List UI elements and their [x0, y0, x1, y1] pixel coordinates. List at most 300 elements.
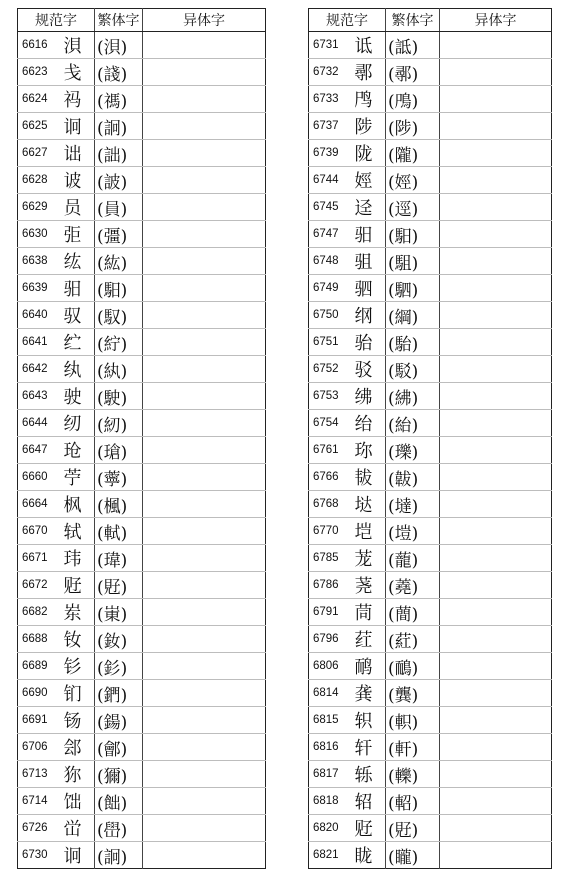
variant-char [440, 734, 552, 761]
table-row [309, 464, 552, 491]
standard-char: 玱 [62, 437, 95, 464]
char-code: 6732 [309, 59, 353, 86]
table-row [18, 464, 266, 491]
variant-char [143, 518, 266, 545]
char-code: 6791 [309, 599, 353, 626]
table-row [309, 491, 552, 518]
table-row [18, 707, 266, 734]
variant-char [440, 545, 552, 572]
standard-char: 峃 [62, 815, 95, 842]
traditional-char: (紵) [95, 329, 143, 356]
traditional-char: (禡) [95, 86, 143, 113]
variant-char [143, 761, 266, 788]
char-code: 6730 [22, 849, 48, 861]
char-code: 6817 [309, 761, 353, 788]
variant-char [440, 572, 552, 599]
standard-char: 骀 [353, 329, 386, 356]
traditional-char: (馹) [386, 221, 440, 248]
table-row [18, 491, 266, 518]
standard-char: 诇 [62, 842, 95, 869]
standard-char: 驵 [353, 248, 386, 275]
variant-char [440, 788, 552, 815]
standard-char: 纮 [62, 248, 95, 275]
traditional-char: (詘) [95, 140, 143, 167]
char-code: 6690 [18, 680, 62, 707]
char-code: 6647 [18, 437, 62, 464]
variant-char [440, 491, 552, 518]
header-standard: 规范字 [18, 9, 95, 32]
variant-char [440, 329, 552, 356]
traditional-char: (蘢) [386, 545, 440, 572]
traditional-char: (軺) [386, 788, 440, 815]
standard-char: 玮 [62, 545, 95, 572]
standard-char: 垯 [353, 491, 386, 518]
table-row [18, 302, 266, 329]
standard-char: 戋 [62, 59, 95, 86]
traditional-char: (楓) [95, 491, 143, 518]
table-row [309, 680, 552, 707]
table-row [309, 140, 552, 167]
variant-char [143, 248, 266, 275]
standard-char: 轼 [62, 518, 95, 545]
table-row [309, 761, 552, 788]
variant-char [143, 302, 266, 329]
traditional-char: (釹) [95, 626, 143, 653]
char-code: 6640 [18, 302, 62, 329]
standard-char: 迳 [353, 194, 386, 221]
char-code: 6671 [18, 545, 62, 572]
variant-char [143, 383, 266, 410]
standard-char: 轹 [353, 761, 386, 788]
char-code: 6731 [309, 32, 353, 59]
table-row [309, 788, 552, 815]
header-standard: 规范字 [309, 9, 386, 32]
table-row [18, 815, 266, 842]
char-code: 6639 [18, 275, 62, 302]
traditional-char: (紉) [95, 410, 143, 437]
standard-char: 绋 [353, 383, 386, 410]
char-code: 6816 [309, 734, 353, 761]
char-code: 6786 [309, 572, 353, 599]
variant-char [440, 248, 552, 275]
table-row [309, 275, 552, 302]
standard-char: 苧 [62, 464, 95, 491]
standard-char: 诐 [62, 167, 95, 194]
standard-char: 郐 [62, 734, 95, 761]
char-code: 6753 [309, 383, 353, 410]
table-row [309, 32, 552, 59]
traditional-char: (駔) [386, 248, 440, 275]
char-code: 6643 [18, 383, 62, 410]
traditional-char: (龔) [386, 680, 440, 707]
variant-char [440, 815, 552, 842]
standard-char: 驭 [62, 302, 95, 329]
char-code: 6821 [313, 849, 339, 861]
variant-char [143, 86, 266, 113]
traditional-char: (詖) [95, 167, 143, 194]
traditional-char: (馭) [95, 302, 143, 329]
char-code: 6815 [309, 707, 353, 734]
variant-char [143, 275, 266, 302]
standard-char: 眬 [353, 842, 386, 869]
standard-char: 驲 [62, 275, 95, 302]
traditional-char: (鄶) [95, 734, 143, 761]
traditional-char: (逕) [386, 194, 440, 221]
standard-char: 龚 [353, 680, 386, 707]
char-code: 6733 [309, 86, 353, 113]
variant-char [143, 329, 266, 356]
variant-char [143, 491, 266, 518]
traditional-char: (駁) [386, 356, 440, 383]
char-code: 6745 [309, 194, 353, 221]
table-row [309, 329, 552, 356]
variant-char [440, 437, 552, 464]
traditional-char: (瓅) [386, 437, 440, 464]
traditional-char: (蕳) [386, 599, 440, 626]
standard-char: 钖 [62, 707, 95, 734]
standard-char: 驷 [353, 275, 386, 302]
table-row [18, 599, 266, 626]
traditional-char: (軒) [386, 734, 440, 761]
variant-char [143, 680, 266, 707]
character-table-left [17, 8, 266, 869]
char-code: 6766 [309, 464, 353, 491]
table-row [18, 248, 266, 275]
variant-char [143, 464, 266, 491]
traditional-char: (轢) [386, 761, 440, 788]
traditional-char: (詗) [95, 113, 143, 140]
header-traditional: 繁体字 [95, 9, 143, 32]
standard-char: 诋 [353, 32, 386, 59]
variant-char [440, 626, 552, 653]
standard-char: 枫 [62, 491, 95, 518]
table-row [18, 140, 266, 167]
standard-char: 娙 [353, 167, 386, 194]
traditional-char: (鳲) [386, 86, 440, 113]
standard-char: 珎 [353, 437, 386, 464]
traditional-char: (隴) [386, 140, 440, 167]
traditional-char: (紿) [386, 410, 440, 437]
traditional-char: (墶) [386, 491, 440, 518]
variant-char [143, 734, 266, 761]
variant-char [440, 653, 552, 680]
table-row [309, 626, 552, 653]
variant-char [440, 167, 552, 194]
variant-char [143, 32, 266, 59]
standard-char: 岽 [62, 599, 95, 626]
variant-char [440, 761, 552, 788]
standard-char: 鄩 [353, 59, 386, 86]
table-row [309, 356, 552, 383]
char-code: 6749 [309, 275, 353, 302]
variant-char [440, 32, 552, 59]
char-code: 6814 [309, 680, 353, 707]
standard-char: 茼 [353, 599, 386, 626]
variant-char [440, 518, 552, 545]
table-row [18, 626, 266, 653]
traditional-char: (鍚) [95, 707, 143, 734]
char-code: 6785 [309, 545, 353, 572]
char-code: 6714 [18, 788, 62, 815]
table-row [18, 761, 266, 788]
traditional-char: (軹) [386, 707, 440, 734]
standard-char: 鸸 [353, 653, 386, 680]
char-code: 6752 [309, 356, 353, 383]
table-row [309, 518, 552, 545]
traditional-char: (詆) [386, 32, 440, 59]
char-code: 6630 [18, 221, 62, 248]
char-code: 6616 [18, 32, 62, 59]
char-code: 6691 [18, 707, 62, 734]
traditional-char: (飿) [95, 788, 143, 815]
table-row [18, 734, 266, 761]
traditional-char: (紈) [95, 356, 143, 383]
char-code: 6688 [18, 626, 62, 653]
standard-char: 纲 [353, 302, 386, 329]
char-code: 6641 [18, 329, 62, 356]
char-code: 6629 [18, 194, 62, 221]
char-code: 6628 [18, 167, 62, 194]
table-row [309, 383, 552, 410]
traditional-char: (葒) [386, 626, 440, 653]
table-row [309, 545, 552, 572]
standard-char: 驲 [353, 221, 386, 248]
table-row [309, 59, 552, 86]
traditional-char: (鄩) [386, 59, 440, 86]
char-code: 6644 [18, 410, 62, 437]
character-table-right [308, 8, 552, 869]
table-row [309, 653, 552, 680]
traditional-char: (浿) [95, 32, 143, 59]
char-code: 6642 [18, 356, 62, 383]
table-row [309, 599, 552, 626]
variant-char [440, 842, 552, 869]
standard-char: 韨 [353, 464, 386, 491]
traditional-char: (蕘) [386, 572, 440, 599]
char-code: 6670 [18, 518, 62, 545]
char-code: 6638 [18, 248, 62, 275]
variant-char [440, 680, 552, 707]
table-row [18, 653, 266, 680]
table-row [18, 32, 266, 59]
table-row [18, 842, 266, 869]
table-body-right [309, 32, 552, 869]
standard-char: 鸤 [353, 86, 386, 113]
traditional-char: (覎) [95, 572, 143, 599]
char-code: 6706 [18, 734, 62, 761]
table-row [18, 59, 266, 86]
standard-char: 荛 [353, 572, 386, 599]
header-traditional: 繁体字 [386, 9, 440, 32]
table-row [309, 194, 552, 221]
traditional-char: (獮) [95, 761, 143, 788]
traditional-char: (娙) [386, 167, 440, 194]
traditional-char: (瑋) [95, 545, 143, 572]
standard-char: 钕 [62, 626, 95, 653]
header-variant: 异体字 [440, 9, 552, 32]
header-variant: 异体字 [143, 9, 266, 32]
traditional-char: (陟) [386, 113, 440, 140]
table-row [309, 167, 552, 194]
char-code: 6747 [309, 221, 353, 248]
variant-char [143, 410, 266, 437]
variant-char [143, 221, 266, 248]
standard-char: 茏 [353, 545, 386, 572]
table-row [309, 248, 552, 275]
char-code: 6682 [18, 599, 62, 626]
traditional-char: (諓) [95, 59, 143, 86]
char-code: 6796 [309, 626, 353, 653]
table-row [18, 437, 266, 464]
standard-char: 弡 [62, 221, 95, 248]
char-code: 6761 [309, 437, 353, 464]
table-row [18, 194, 266, 221]
traditional-char: (軾) [95, 518, 143, 545]
variant-char [143, 653, 266, 680]
table-row [309, 842, 552, 869]
variant-char [143, 113, 266, 140]
table-row [18, 680, 266, 707]
variant-char [440, 356, 552, 383]
variant-char [440, 599, 552, 626]
char-code: 6713 [18, 761, 62, 788]
traditional-char: (嶨) [95, 815, 143, 842]
traditional-char: (釤) [95, 653, 143, 680]
char-code: 6744 [309, 167, 353, 194]
variant-char [143, 140, 266, 167]
table-row [309, 302, 552, 329]
char-code: 6623 [18, 59, 62, 86]
table-row [309, 734, 552, 761]
standard-char: 饳 [62, 788, 95, 815]
traditional-char: (韍) [386, 464, 440, 491]
standard-char: 陟 [353, 113, 386, 140]
variant-char [440, 59, 552, 86]
traditional-char: (鍆) [95, 680, 143, 707]
table-row [309, 572, 552, 599]
variant-char [440, 221, 552, 248]
standard-char: 陇 [353, 140, 386, 167]
standard-char: 员 [62, 194, 95, 221]
char-code: 6748 [309, 248, 353, 275]
variant-char [143, 842, 266, 869]
table-body-left [18, 32, 266, 869]
variant-char [440, 194, 552, 221]
char-code: 6750 [309, 302, 353, 329]
variant-char [143, 545, 266, 572]
char-code: 6754 [309, 410, 353, 437]
char-code: 6806 [309, 653, 353, 680]
table-header-row [309, 9, 552, 32]
table-row [18, 275, 266, 302]
variant-char [143, 356, 266, 383]
table-row [18, 113, 266, 140]
variant-char [143, 194, 266, 221]
table-row [18, 788, 266, 815]
traditional-char: (駟) [386, 275, 440, 302]
standard-char: 驳 [353, 356, 386, 383]
table-row [309, 113, 552, 140]
char-code: 6689 [18, 653, 62, 680]
standard-char: 浿 [62, 32, 95, 59]
variant-char [440, 140, 552, 167]
char-code: 6627 [18, 140, 62, 167]
char-code: 6751 [309, 329, 353, 356]
char-code: 6820 [309, 815, 353, 842]
char-code: 6770 [309, 518, 353, 545]
traditional-char: (紼) [386, 383, 440, 410]
table-row [309, 86, 552, 113]
standard-char: 轵 [353, 707, 386, 734]
char-code: 6768 [309, 491, 353, 518]
table-row [18, 221, 266, 248]
traditional-char: (覎) [386, 815, 440, 842]
variant-char [440, 464, 552, 491]
variant-char [143, 572, 266, 599]
traditional-char: (綱) [386, 302, 440, 329]
table-row [18, 545, 266, 572]
table-row [18, 383, 266, 410]
traditional-char: (瑲) [95, 437, 143, 464]
table-row [309, 437, 552, 464]
standard-char: 纫 [62, 410, 95, 437]
variant-char [143, 167, 266, 194]
traditional-char: (塏) [386, 518, 440, 545]
variant-char [440, 383, 552, 410]
char-code: 6672 [18, 572, 62, 599]
traditional-char: (矓) [386, 842, 440, 869]
variant-char [143, 815, 266, 842]
variant-char [143, 626, 266, 653]
char-code: 6726 [18, 815, 62, 842]
variant-char [440, 302, 552, 329]
traditional-char: (紘) [95, 248, 143, 275]
standard-char: 垲 [353, 518, 386, 545]
traditional-char: (鴯) [386, 653, 440, 680]
table-row [309, 410, 552, 437]
standard-char: 轩 [353, 734, 386, 761]
traditional-char: (詗) [95, 842, 143, 869]
char-code: 6660 [18, 464, 62, 491]
table-header-row [18, 9, 266, 32]
char-code: 6739 [309, 140, 353, 167]
variant-char [440, 410, 552, 437]
standard-char: 纻 [62, 329, 95, 356]
table-row [309, 221, 552, 248]
traditional-char: (崬) [95, 599, 143, 626]
standard-char: 觃 [353, 815, 386, 842]
variant-char [440, 86, 552, 113]
standard-char: 荭 [353, 626, 386, 653]
variant-char [440, 113, 552, 140]
table-row [18, 572, 266, 599]
table-row [18, 329, 266, 356]
variant-char [143, 599, 266, 626]
standard-char: 绐 [353, 410, 386, 437]
char-code: 6737 [309, 113, 353, 140]
char-code: 6624 [18, 86, 62, 113]
traditional-char: (彊) [95, 221, 143, 248]
char-code: 6664 [18, 491, 62, 518]
traditional-char: (駘) [386, 329, 440, 356]
char-code: 6818 [309, 788, 353, 815]
standard-char: 觃 [62, 572, 95, 599]
variant-char [440, 707, 552, 734]
table-row [18, 86, 266, 113]
table-row [309, 707, 552, 734]
traditional-char: (馹) [95, 275, 143, 302]
table-row [18, 356, 266, 383]
